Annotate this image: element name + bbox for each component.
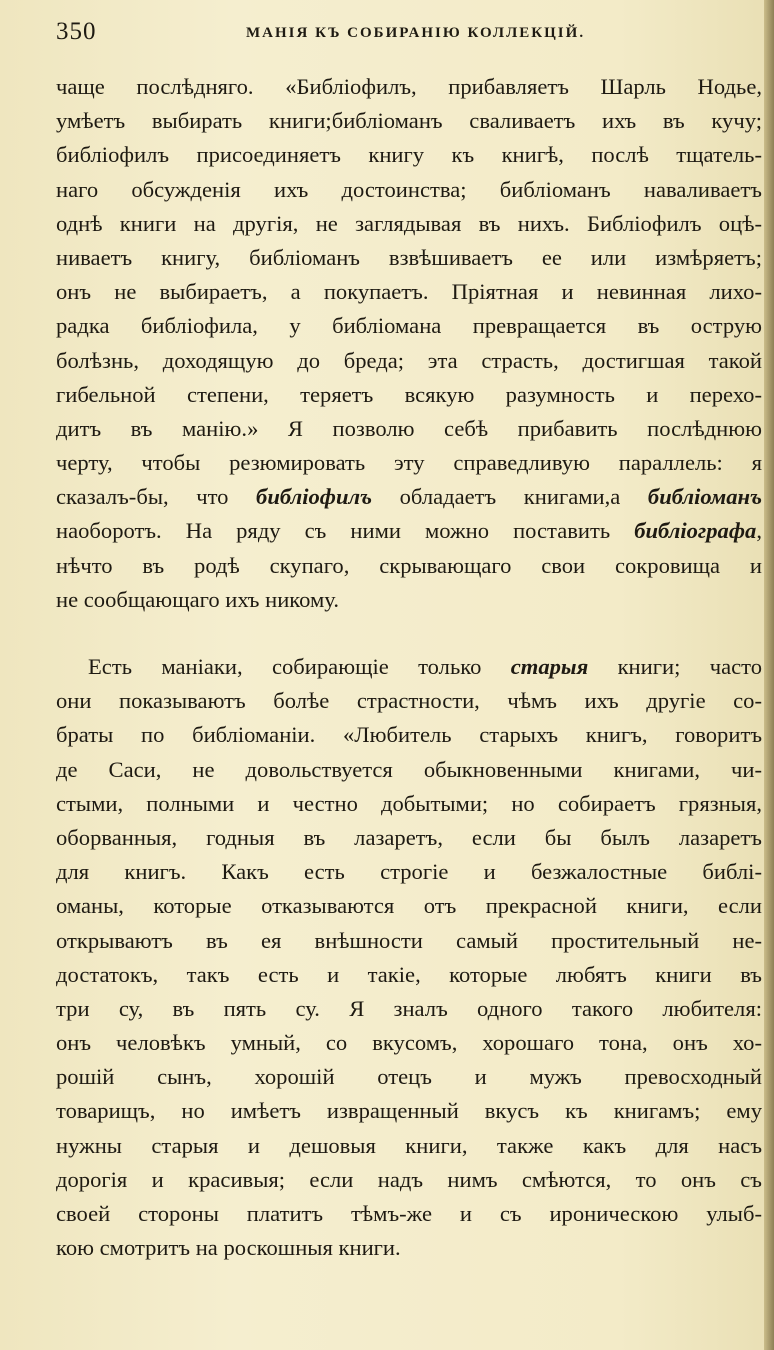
paragraph-gap (56, 617, 762, 650)
page-body (56, 70, 762, 1265)
text-line: оборванныя, годныя въ лазаретъ, если бы былъ лазаретъ (56, 824, 762, 850)
text-line: ниваетъ книгу, библіоманъ взвѣшиваетъ ее или измѣряетъ; (56, 244, 762, 270)
text-line: стыми, полными и честно добытыми; но собираетъ грязныя, (56, 790, 762, 816)
text-line: чаще послѣдняго. «Библіофилъ, прибавляетъ Шарль Нодье, (56, 74, 762, 99)
text-line: черту, чтобы резюмировать эту справедливую параллель: я (56, 450, 762, 476)
text-line: библіофилъ присоединяетъ книгу къ книгѣ, послѣ тщатель- (56, 142, 762, 168)
text-line: Есть маніаки, собирающіе только старыя книги; часто (88, 654, 763, 679)
text-line: достатокъ, такъ есть и такіе, которые любятъ книги въ (56, 961, 762, 987)
text-line: наоборотъ. На ряду съ ними можно поставить библіографа, (56, 518, 762, 544)
text-line: однѣ книги на другія, не заглядывая въ нихъ. Библіофилъ оцѣ- (56, 210, 762, 236)
text-line: оманы, которые отказываются отъ прекрасной книги, если (56, 893, 762, 919)
text-line: товарищъ, но имѣетъ извращенный вкусъ къ книгамъ; ему (56, 1098, 762, 1124)
text-line: дитъ въ манію.» Я позволю себѣ прибавить послѣднюю (56, 415, 762, 441)
text-line: сказалъ-бы, что библіофилъ обладаетъ книгами,а библіоманъ (56, 484, 763, 510)
text-line: своей стороны платитъ тѣмъ-же и съ ироническою улыб- (56, 1201, 762, 1226)
emphasized-term: библіоманъ (647, 484, 763, 510)
page-edge (764, 0, 774, 1350)
text-line: де Саси, не довольствуется обыкновенными книгами, чи- (56, 756, 762, 782)
text-line: открываютъ въ ея внѣшности самый простительный не- (56, 927, 762, 953)
emphasized-term: библіографа (634, 518, 757, 544)
paragraph-2 (56, 650, 762, 1265)
emphasized-term: старыя (510, 654, 589, 679)
text-line: болѣзнь, доходящую до бреда; эта страсть, достигшая такой (56, 347, 762, 373)
text-line: онъ человѣкъ умный, со вкусомъ, хорошаго тона, онъ хо- (56, 1030, 762, 1056)
text-line: гибельной степени, теряетъ всякую разумность и перехо- (56, 381, 762, 407)
text-line: нужны старыя и дешовыя книги, также какъ для насъ (56, 1132, 762, 1158)
text-line: нѣчто въ родѣ скупаго, скрывающаго свои сокровища и (56, 552, 762, 578)
text-line: рошій сынъ, хорошій отецъ и мужъ превосходный (56, 1064, 762, 1090)
text-line: радка библіофила, у библіомана превращается въ острую (56, 313, 762, 339)
text-line: умѣетъ выбирать книги;библіоманъ сваливаетъ ихъ въ кучу; (56, 108, 762, 134)
text-line: для книгъ. Какъ есть строгіе и безжалостные библі- (56, 859, 762, 885)
text-line: наго обсужденія ихъ достоинства; библіоманъ наваливаетъ (56, 176, 762, 202)
page-header (56, 18, 756, 52)
text-line: кою смотритъ на роскошныя книги. (56, 1235, 401, 1261)
text-line: они показываютъ болѣе страстности, чѣмъ ихъ другіе со- (56, 688, 762, 714)
text-line: дорогія и красивыя; если надъ нимъ смѣются, то онъ съ (56, 1166, 762, 1192)
text-line: браты по библіоманіи. «Любитель старыхъ книгъ, говоритъ (56, 722, 762, 748)
text-line: онъ не выбираетъ, а покупаетъ. Пріятная и невинная лихо- (56, 279, 762, 305)
running-head: МАНІЯ КЪ СОБИРАНІЮ КОЛЛЕКЦІЙ. (246, 25, 586, 41)
page-number: 350 (56, 18, 97, 45)
text-line: не сообщающаго ихъ никому. (56, 586, 339, 612)
emphasized-term: библіофилъ (256, 484, 373, 510)
paragraph-1 (56, 70, 762, 617)
text-line: три су, въ пять су. Я зналъ одного такого любителя: (56, 995, 762, 1021)
